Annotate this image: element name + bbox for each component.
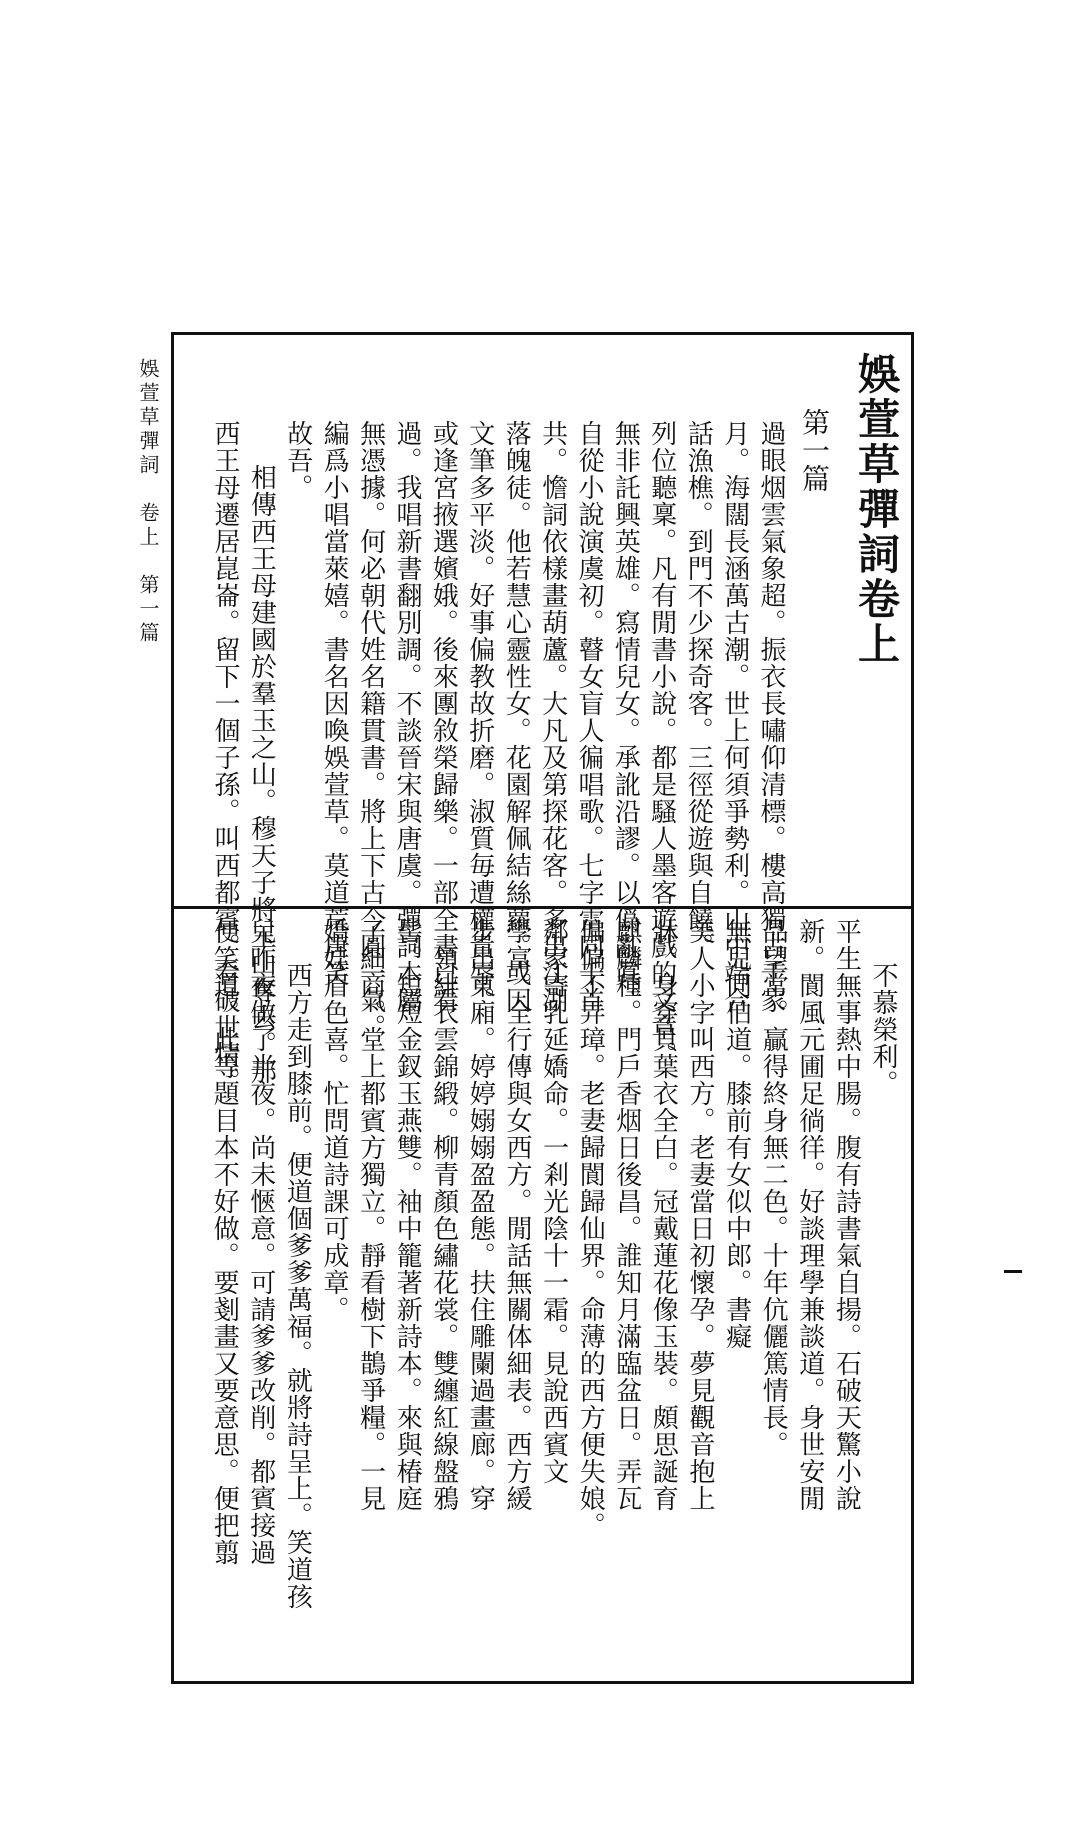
lower-column: 髻。短短金釵玉燕雙。袖中籠著新詩本。來與椿庭	[392, 918, 423, 1512]
upper-column: 過。我唱新書翻別調。不談晉宋與唐虞。彈詞本屬	[392, 420, 422, 1014]
lower-column: 兒昨夜做了半夜。尚未愜意。可請爹爹改削。都賓接過	[245, 918, 276, 1566]
upper-column: 自從小說演虞初。瞽女盲人徧唱歌。七字雷同千首	[574, 420, 604, 1014]
lower-column: 麒麟種。門戶香烟日後昌。誰知月滿臨盆日。弄瓦	[611, 918, 642, 1512]
lower-column: 便笑道。此等題目本不好做。要剗畫又要意思。便把翦	[209, 918, 240, 1566]
lower-column: 美人小字叫西方。老妻當日初懷孕。夢見觀音抱上	[685, 918, 715, 1512]
page-number-glyph	[1000, 1252, 1028, 1292]
lower-column: 一領緋衣雲錦緞。柳青顏色繡花裳。雙纏紅線盤鴉	[428, 918, 459, 1512]
lower-column: 學富。全行傳與女西方。閒話無關体細表。西方緩	[502, 918, 532, 1512]
lower-column: 平生無事熱中腸。腹有詩書氣自揚。石破天驚小說	[831, 918, 862, 1512]
lower-column: 步出東廂。婷婷嫋嫋盈盈態。扶住雕闌過畫廊。穿	[465, 918, 496, 1512]
upper-column: 落魄徒。他若慧心靈性女。花園解佩結絲蘿。或因	[501, 420, 532, 1014]
lower-column: 不慕榮利。	[868, 962, 898, 1097]
upper-column: 共。憺詞依樣畫葫蘆。大凡及第探花客。多出江湖	[537, 420, 568, 1014]
lower-column: 新。閬風元圃足徜徉。好談理學兼談道。身世安閒	[794, 918, 825, 1512]
folio-running-head: 娛萱草彈詞 卷上 第一篇	[136, 358, 160, 646]
lower-column: 牀。身穿貝葉衣全白。冠戴蓮花像玉裝。頗思誕育	[648, 918, 679, 1512]
upper-column: 相傳西王母建國於羣玉之山。穆天子將玉山奪去。那	[246, 464, 277, 1085]
upper-column: 西王母遷居崑崙。留下一個子孫。叫西都賓。看破世情。	[210, 420, 240, 1095]
lower-column: 子細商。堂上都賓方獨立。靜看樹下鵲爭糧。一見	[355, 918, 386, 1512]
upper-column: 話漁樵。到門不少探奇客。三徑從遊與自饒。	[683, 420, 714, 960]
chapter-heading: 第一篇	[798, 408, 831, 492]
page-title: 娛萱草彈詞卷上	[852, 352, 901, 667]
upper-column: 或逢宮掖選嬪娥。後來團敘榮歸樂。一部全書已看	[428, 420, 459, 1014]
lower-column: 嬌娃眉色喜。忙問道詩課可成章。	[319, 918, 349, 1323]
upper-column: 過眼烟雲氣象超。振衣長嘯仰清標。樓高獨占千家	[756, 420, 786, 1014]
upper-column: 故吾。	[282, 420, 313, 501]
lower-column: 鄰家寄乳延嬌命。一剎光陰十一霜。見說西賓文	[538, 918, 569, 1485]
upper-column: 編爲小唱當萊嬉。書名因喚娛萱草。莫道荒唐笑	[319, 420, 350, 987]
lower-column: 偏偏不弄璋。老妻歸閬歸仙界。命薄的西方便失娘。	[575, 918, 606, 1539]
upper-column: 無憑據。何必朝代姓名籍貫書。將上下古今圓一氣。	[355, 420, 386, 1041]
upper-column: 月。海闊長涵萬古潮。世上何須爭勢利。山中端合	[719, 420, 750, 1014]
upper-column: 無非託興英雄。寫情兒女。承訛沿謬。以僞亂眞。	[610, 420, 641, 1014]
lower-column: 品望常。贏得終身無二色。十年伉儷篤情長。	[758, 918, 789, 1458]
upper-column: 文筆多平淡。好事偏教故折磨。淑質毎遭權貴辱。	[464, 420, 495, 1014]
lower-column: 西方走到膝前。便道個爹爹萬福。就將詩呈上。笑道孩	[282, 962, 313, 1610]
upper-column: 列位聽稟。凡有閒書小說。都是騷人墨客遊戲的文章。	[646, 420, 677, 1068]
lower-column: 無兒同伯道。膝前有女似中郎。書癡	[721, 918, 752, 1350]
